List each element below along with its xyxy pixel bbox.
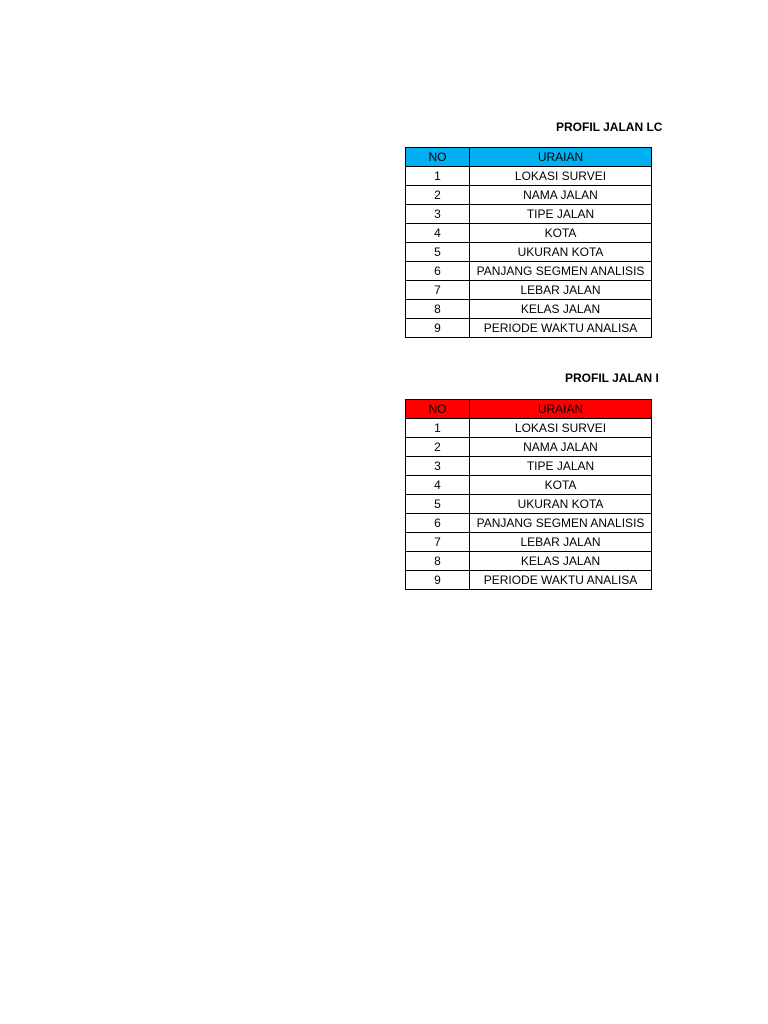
section-title: PROFIL JALAN I <box>565 371 659 385</box>
table-row <box>406 224 652 243</box>
table-row <box>406 533 652 552</box>
cell-no[interactable]: 7 <box>406 281 470 300</box>
table-row <box>406 186 652 205</box>
table-row <box>406 419 652 438</box>
cell-no[interactable]: 5 <box>406 243 470 262</box>
column-header-uraian: URAIAN <box>470 148 652 167</box>
table-row <box>406 300 652 319</box>
cell-uraian[interactable]: NAMA JALAN <box>470 438 652 457</box>
table-row <box>406 514 652 533</box>
cell-no[interactable]: 3 <box>406 205 470 224</box>
cell-uraian[interactable]: UKURAN KOTA <box>470 243 652 262</box>
cell-uraian[interactable]: PERIODE WAKTU ANALISA <box>470 571 652 590</box>
cell-uraian[interactable]: KELAS JALAN <box>470 300 652 319</box>
cell-uraian[interactable]: PANJANG SEGMEN ANALISIS <box>470 262 652 281</box>
cell-no[interactable]: 6 <box>406 514 470 533</box>
cell-uraian[interactable]: LOKASI SURVEI <box>470 419 652 438</box>
table-row <box>406 281 652 300</box>
profil-table <box>405 399 652 590</box>
table-header-row <box>406 400 652 419</box>
table-row <box>406 476 652 495</box>
cell-uraian[interactable]: PERIODE WAKTU ANALISA <box>470 319 652 338</box>
cell-no[interactable]: 4 <box>406 476 470 495</box>
cell-no[interactable]: 2 <box>406 438 470 457</box>
cell-no[interactable]: 9 <box>406 571 470 590</box>
table-row <box>406 438 652 457</box>
cell-no[interactable]: 8 <box>406 300 470 319</box>
cell-no[interactable]: 3 <box>406 457 470 476</box>
cell-uraian[interactable]: TIPE JALAN <box>470 457 652 476</box>
table-header-row <box>406 148 652 167</box>
section-title: PROFIL JALAN LC <box>556 120 663 134</box>
cell-no[interactable]: 4 <box>406 224 470 243</box>
table-row <box>406 552 652 571</box>
column-header-no: NO <box>406 400 470 419</box>
cell-no[interactable]: 5 <box>406 495 470 514</box>
cell-no[interactable]: 7 <box>406 533 470 552</box>
cell-uraian[interactable]: KOTA <box>470 224 652 243</box>
cell-uraian[interactable]: PANJANG SEGMEN ANALISIS <box>470 514 652 533</box>
table-row <box>406 205 652 224</box>
cell-no[interactable]: 8 <box>406 552 470 571</box>
table-row <box>406 457 652 476</box>
column-header-no: NO <box>406 148 470 167</box>
cell-uraian[interactable]: UKURAN KOTA <box>470 495 652 514</box>
cell-uraian[interactable]: TIPE JALAN <box>470 205 652 224</box>
cell-no[interactable]: 6 <box>406 262 470 281</box>
cell-uraian[interactable]: LOKASI SURVEI <box>470 167 652 186</box>
column-header-uraian: URAIAN <box>470 400 652 419</box>
cell-no[interactable]: 1 <box>406 167 470 186</box>
table-row <box>406 319 652 338</box>
cell-no[interactable]: 1 <box>406 419 470 438</box>
cell-uraian[interactable]: NAMA JALAN <box>470 186 652 205</box>
profil-table <box>405 147 652 338</box>
cell-uraian[interactable]: LEBAR JALAN <box>470 281 652 300</box>
table-row <box>406 262 652 281</box>
cell-no[interactable]: 9 <box>406 319 470 338</box>
cell-no[interactable]: 2 <box>406 186 470 205</box>
table-row <box>406 243 652 262</box>
table-row <box>406 167 652 186</box>
table-row <box>406 571 652 590</box>
cell-uraian[interactable]: KOTA <box>470 476 652 495</box>
table-row <box>406 495 652 514</box>
cell-uraian[interactable]: KELAS JALAN <box>470 552 652 571</box>
cell-uraian[interactable]: LEBAR JALAN <box>470 533 652 552</box>
